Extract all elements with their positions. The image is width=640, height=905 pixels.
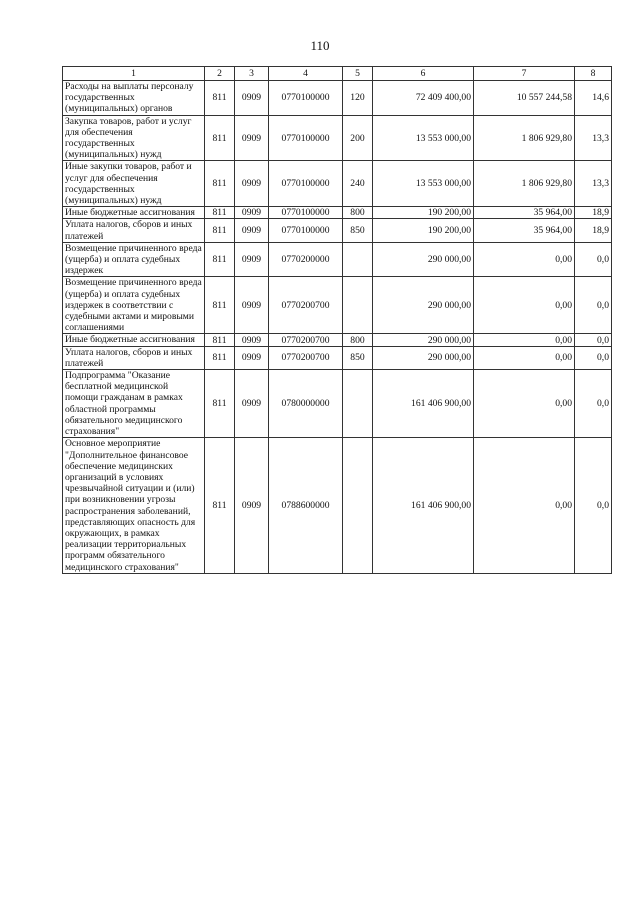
row-name: Закупка товаров, работ и услуг для обеспечения государственных (муниципальных) нужд — [63, 115, 205, 161]
budget-table — [62, 66, 612, 574]
row-pct: 18,9 — [575, 207, 612, 219]
table-row — [63, 242, 612, 277]
row-target: 0788600000 — [269, 438, 343, 573]
row-vr: 120 — [343, 81, 373, 116]
row-pct: 0,0 — [575, 277, 612, 334]
row-target: 0770100000 — [269, 115, 343, 161]
page-number: 110 — [310, 38, 330, 53]
row-grbs: 811 — [205, 370, 235, 438]
row-plan: 290 000,00 — [373, 334, 474, 346]
row-plan: 190 200,00 — [373, 207, 474, 219]
row-target: 0770200700 — [269, 334, 343, 346]
row-section: 0909 — [235, 334, 269, 346]
row-pct: 0,0 — [575, 334, 612, 346]
row-grbs: 811 — [205, 346, 235, 369]
row-target: 0770100000 — [269, 219, 343, 242]
table-row — [63, 115, 612, 161]
row-fact: 0,00 — [474, 346, 575, 369]
row-vr: 800 — [343, 334, 373, 346]
row-target: 0780000000 — [269, 370, 343, 438]
row-grbs: 811 — [205, 438, 235, 573]
row-section: 0909 — [235, 370, 269, 438]
row-target: 0770200000 — [269, 242, 343, 277]
header-row — [63, 67, 612, 81]
row-vr — [343, 438, 373, 573]
row-name: Основное мероприятие "Дополнительное финансовое обеспечение медицинских организаций в условиях чрезвычайной ситуации и (или) при возникновении угрозы распространения заболеваний, представляющих опасность для окружающих, в рамках реализации территориальных программ обязательного медицинского страхования" — [63, 438, 205, 573]
row-pct: 0,0 — [575, 370, 612, 438]
table-row — [63, 370, 612, 438]
row-section: 0909 — [235, 81, 269, 116]
table-row — [63, 161, 612, 207]
row-name: Иные бюджетные ассигнования — [63, 334, 205, 346]
row-name: Уплата налогов, сборов и иных платежей — [63, 346, 205, 369]
row-pct: 13,3 — [575, 161, 612, 207]
column-header: 1 — [63, 67, 205, 81]
row-fact: 0,00 — [474, 334, 575, 346]
row-plan: 290 000,00 — [373, 277, 474, 334]
row-plan: 190 200,00 — [373, 219, 474, 242]
row-fact: 1 806 929,80 — [474, 115, 575, 161]
row-grbs: 811 — [205, 219, 235, 242]
table-row — [63, 81, 612, 116]
table-row — [63, 334, 612, 346]
column-header: 8 — [575, 67, 612, 81]
row-section: 0909 — [235, 438, 269, 573]
column-header: 5 — [343, 67, 373, 81]
row-vr: 850 — [343, 346, 373, 369]
row-fact: 0,00 — [474, 277, 575, 334]
row-fact: 0,00 — [474, 438, 575, 573]
table-row — [63, 346, 612, 369]
row-plan: 290 000,00 — [373, 242, 474, 277]
row-name: Возмещение причиненного вреда (ущерба) и оплата судебных издержек — [63, 242, 205, 277]
row-vr: 200 — [343, 115, 373, 161]
table-row — [63, 207, 612, 219]
row-grbs: 811 — [205, 161, 235, 207]
row-name: Уплата налогов, сборов и иных платежей — [63, 219, 205, 242]
row-section: 0909 — [235, 242, 269, 277]
row-pct: 14,6 — [575, 81, 612, 116]
column-header: 3 — [235, 67, 269, 81]
table-row — [63, 438, 612, 573]
row-section: 0909 — [235, 161, 269, 207]
row-fact: 0,00 — [474, 370, 575, 438]
row-section: 0909 — [235, 346, 269, 369]
row-name: Возмещение причиненного вреда (ущерба) и оплата судебных издержек в соответствии с судебными актами и мировыми соглашениями — [63, 277, 205, 334]
row-vr: 240 — [343, 161, 373, 207]
column-header: 4 — [269, 67, 343, 81]
row-target: 0770100000 — [269, 161, 343, 207]
row-grbs: 811 — [205, 277, 235, 334]
row-vr: 800 — [343, 207, 373, 219]
row-pct: 0,0 — [575, 242, 612, 277]
column-header: 2 — [205, 67, 235, 81]
row-name: Иные закупки товаров, работ и услуг для обеспечения государственных (муниципальных) нужд — [63, 161, 205, 207]
row-section: 0909 — [235, 115, 269, 161]
row-vr — [343, 277, 373, 334]
row-plan: 161 406 900,00 — [373, 438, 474, 573]
row-section: 0909 — [235, 219, 269, 242]
column-header: 7 — [474, 67, 575, 81]
row-name: Иные бюджетные ассигнования — [63, 207, 205, 219]
row-pct: 0,0 — [575, 346, 612, 369]
row-vr: 850 — [343, 219, 373, 242]
row-plan: 72 409 400,00 — [373, 81, 474, 116]
table-row — [63, 219, 612, 242]
row-section: 0909 — [235, 207, 269, 219]
row-name: Подпрограмма "Оказание бесплатной медицинской помощи гражданам в рамках областной программы обязательного медицинского страхования" — [63, 370, 205, 438]
row-grbs: 811 — [205, 242, 235, 277]
row-grbs: 811 — [205, 207, 235, 219]
row-pct: 0,0 — [575, 438, 612, 573]
row-plan: 161 406 900,00 — [373, 370, 474, 438]
row-vr — [343, 370, 373, 438]
row-target: 0770100000 — [269, 207, 343, 219]
row-target: 0770200700 — [269, 277, 343, 334]
row-grbs: 811 — [205, 334, 235, 346]
table-row — [63, 277, 612, 334]
column-header: 6 — [373, 67, 474, 81]
row-fact: 0,00 — [474, 242, 575, 277]
row-plan: 13 553 000,00 — [373, 115, 474, 161]
row-vr — [343, 242, 373, 277]
row-fact: 10 557 244,58 — [474, 81, 575, 116]
row-target: 0770200700 — [269, 346, 343, 369]
row-fact: 35 964,00 — [474, 207, 575, 219]
row-plan: 13 553 000,00 — [373, 161, 474, 207]
row-pct: 13,3 — [575, 115, 612, 161]
row-pct: 18,9 — [575, 219, 612, 242]
row-fact: 35 964,00 — [474, 219, 575, 242]
row-section: 0909 — [235, 277, 269, 334]
row-grbs: 811 — [205, 81, 235, 116]
row-grbs: 811 — [205, 115, 235, 161]
row-plan: 290 000,00 — [373, 346, 474, 369]
row-target: 0770100000 — [269, 81, 343, 116]
row-fact: 1 806 929,80 — [474, 161, 575, 207]
row-name: Расходы на выплаты персоналу государственных (муниципальных) органов — [63, 81, 205, 116]
